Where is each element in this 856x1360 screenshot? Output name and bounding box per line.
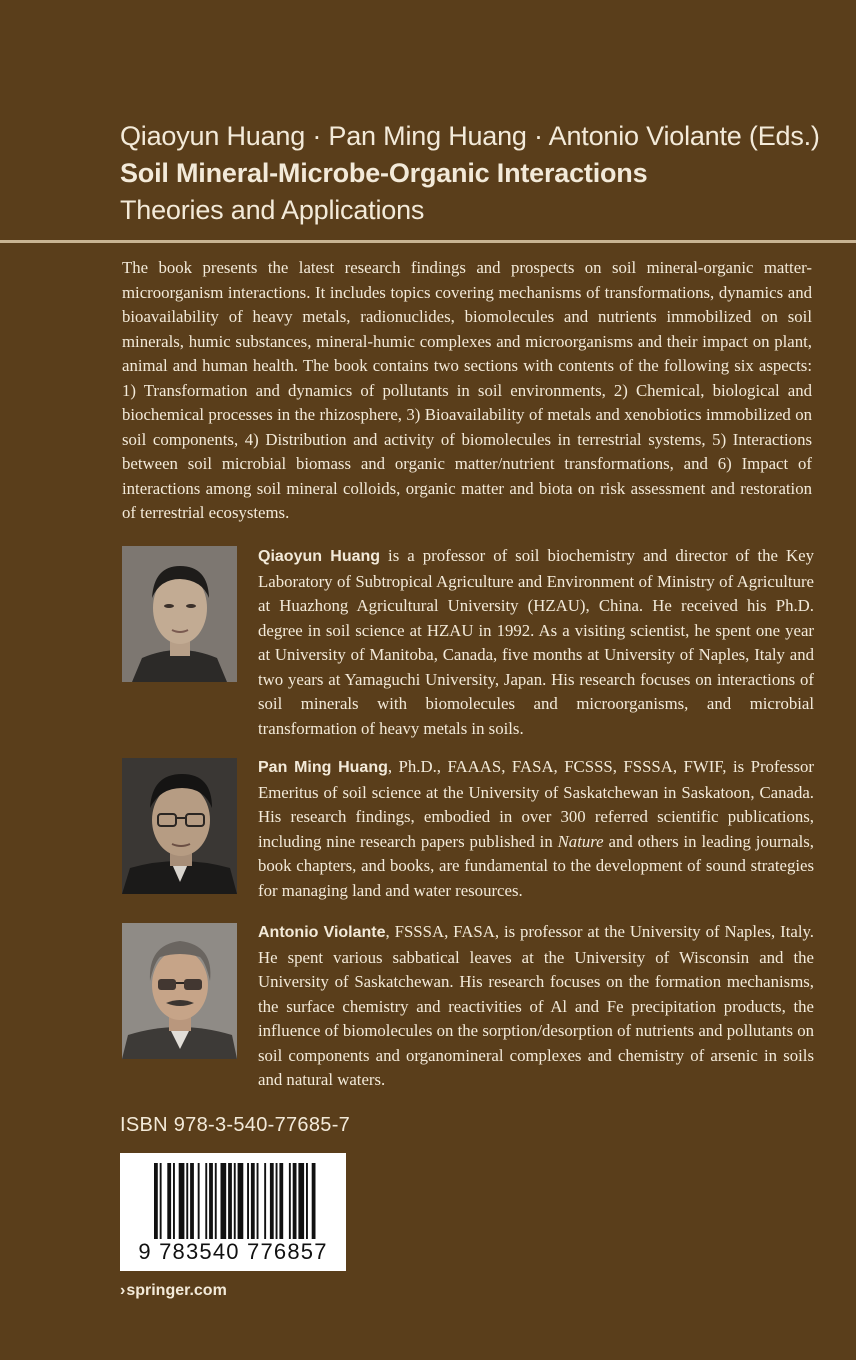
barcode-bar bbox=[190, 1163, 194, 1239]
springer-link[interactable] bbox=[120, 1282, 227, 1300]
barcode-bar bbox=[209, 1163, 213, 1239]
author-photo-qiaoyun-huang bbox=[122, 546, 237, 682]
barcode-bar bbox=[234, 1163, 236, 1239]
barcode-bar bbox=[173, 1163, 175, 1239]
barcode-bar bbox=[257, 1163, 259, 1239]
author-photo-antonio-violante bbox=[122, 923, 237, 1059]
editors-line: Qiaoyun Huang · Pan Ming Huang · Antonio Violante (Eds.) bbox=[120, 121, 820, 151]
cover-header bbox=[120, 118, 820, 229]
barcode-bar bbox=[251, 1163, 255, 1239]
barcode-bar bbox=[312, 1163, 316, 1245]
barcode-bar bbox=[247, 1163, 249, 1239]
book-description: The book presents the latest research findings and prospects on soil mineral-organic matter-microorganism interactions. It includes topics covering mechanisms of transformations, dynamics and bioavailability of heavy metals, radionuclides, biomolecules and nutrients immobilized on soil minerals, humic substances, mineral-humic complexes and microorganisms and their impact on plant, animal and human health. The book contains two sections with contents of the following six aspects: 1) Transformation and dynamics of pollutants in soil environments, 2) Chemical, biological and biochemical processes in the rhizosphere, 3) Bioavailability of metals and xenobiotics immobilized on soil components, 4) Distribution and activity of biomolecules in terrestrial systems, 5) Interactions between soil microbial biomass and organic matter/nutrient transformations, and 6) Impact of interactions among soil mineral colloids, organic matter and biota on risk assessment and restoration of terrestrial ecosystems. bbox=[122, 258, 812, 522]
bio-name: Qiaoyun Huang bbox=[258, 548, 381, 565]
book-subtitle: Theories and Applications bbox=[120, 195, 425, 225]
chevron-right-icon: › bbox=[120, 1282, 126, 1299]
barcode-bar bbox=[238, 1163, 244, 1239]
barcode-bar bbox=[264, 1163, 266, 1239]
barcode-bar bbox=[186, 1163, 188, 1239]
barcode-bar bbox=[293, 1163, 297, 1239]
bio-antonio-violante bbox=[258, 920, 814, 1093]
barcode bbox=[120, 1153, 346, 1271]
header-divider bbox=[0, 240, 856, 243]
barcode-bar bbox=[179, 1163, 185, 1239]
barcode-bar bbox=[205, 1163, 207, 1239]
bio-name: Antonio Violante bbox=[258, 924, 386, 941]
barcode-bar bbox=[270, 1163, 274, 1239]
barcode-bar bbox=[298, 1163, 304, 1239]
bio-body-start: , Ph.D., FAAAS, FASA, FCSSS, FSSSA, FWIF, is Professor Emeritus of soil science at the University of Saskatchewan in Saskatoon, Canada. His research findings, embodied in over 300 referred scientific publications, including nine research papers published in bbox=[258, 757, 815, 851]
barcode-bar bbox=[279, 1163, 283, 1239]
book-title: Soil Mineral-Microbe-Organic Interactions bbox=[120, 158, 648, 188]
bio-body-end: and others in leading journals, book chapters, and books, are fundamental to the development of sound strategies for managing land and water resources. bbox=[258, 831, 814, 900]
barcode-bar bbox=[154, 1163, 158, 1245]
journal-name: Nature bbox=[557, 831, 604, 851]
barcode-bar bbox=[198, 1163, 200, 1239]
isbn-label: ISBN 978-3-540-77685-7 bbox=[120, 1114, 351, 1136]
bio-qiaoyun-huang bbox=[258, 544, 814, 741]
bio-body: , FSSSA, FASA, is professor at the University of Naples, Italy. He spent various sabbatical leaves at the University of Wisconsin and the University of Saskatchewan. His research focuses on the formation mechanisms, the surface chemistry and reactivities of Al and Fe precipitation products, the influence of biomolecules on the sorption/desorption of nutrients and pollutants on soil components and organomineral complexes and chemistry of arsenic in soils and natural waters. bbox=[258, 922, 815, 1089]
barcode-bar bbox=[160, 1163, 162, 1245]
bio-body: is a professor of soil biochemistry and director of the Key Laboratory of Subtropical Agriculture and Environment of Ministry of Agriculture at Huazhong Agricultural University (HZAU), China. He received his Ph.D. degree in soil science at HZAU in 1992. As a visiting scientist, he spent one year at University of Manitoba, Canada, five months at University of Naples, Italy and two years at Yamaguchi University, Japan. His research focuses on interactions of soil minerals with biomolecules and microorganisms, and microbial transformation of heavy metals in soils. bbox=[258, 546, 814, 738]
barcode-bar bbox=[276, 1163, 278, 1239]
bio-name: Pan Ming Huang bbox=[258, 759, 388, 776]
barcode-bar bbox=[167, 1163, 171, 1239]
barcode-digits: 9 783540 776857 bbox=[120, 1239, 346, 1265]
barcode-bar bbox=[306, 1163, 308, 1239]
author-photo-pan-ming-huang bbox=[122, 758, 237, 894]
barcode-bar bbox=[289, 1163, 291, 1239]
barcode-bar bbox=[215, 1163, 217, 1239]
bio-pan-ming-huang bbox=[258, 755, 814, 903]
barcode-bar bbox=[228, 1163, 232, 1239]
springer-site: springer.com bbox=[126, 1282, 227, 1299]
barcode-bar bbox=[221, 1163, 227, 1239]
